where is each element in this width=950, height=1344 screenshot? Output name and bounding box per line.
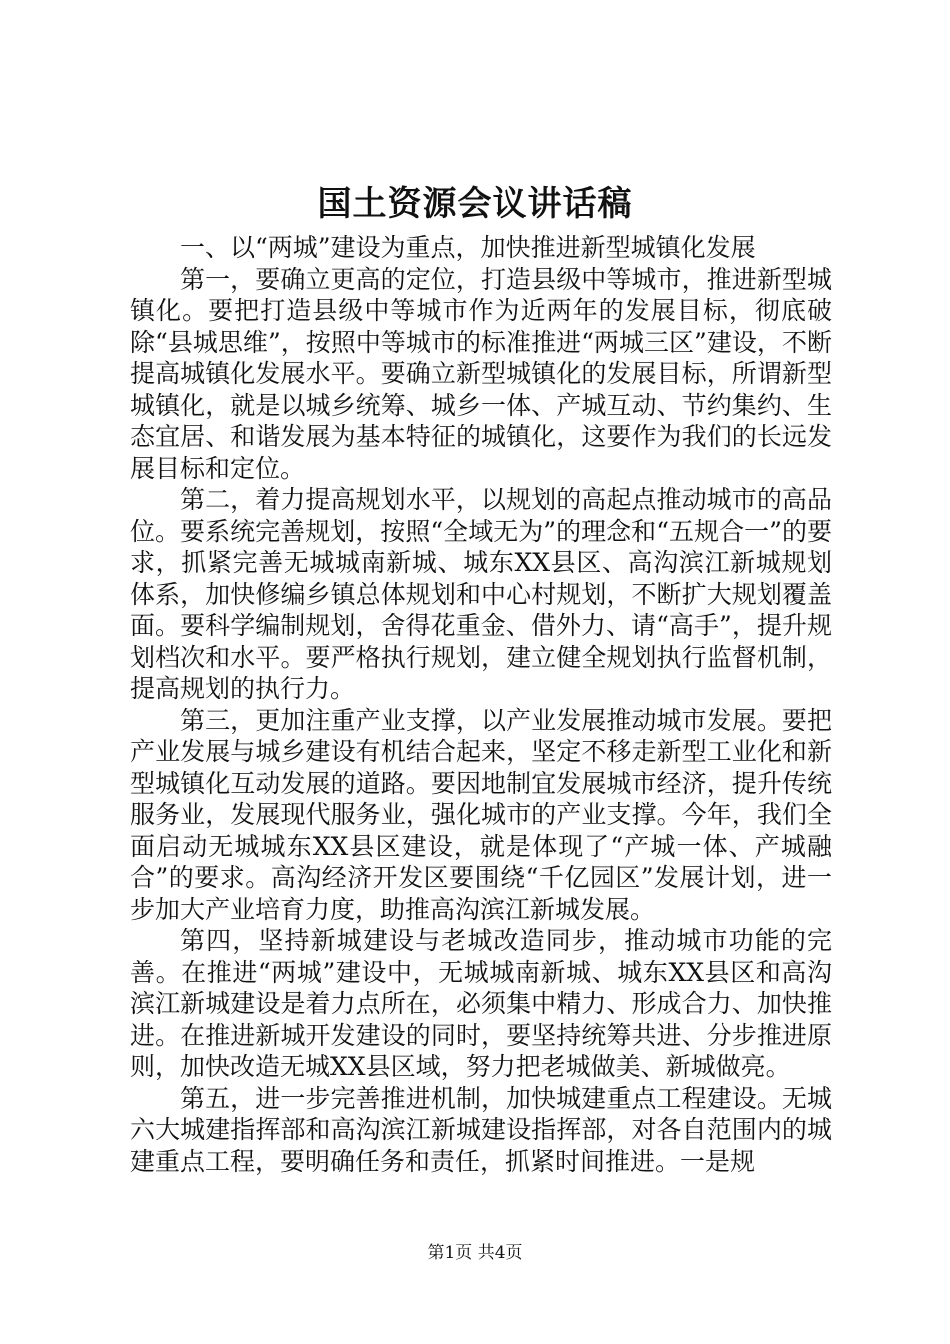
paragraph: 第二，着力提高规划水平，以规划的高起点推动城市的高品位。要系统完善规划，按照“全域无为”的理念和“五规合一”的要求，抓紧完善无城城南新城、城东XX县区、高沟滨江新城规划体系，加快修编乡镇总体规划和中心村规划，不断扩大规划覆盖面。要科学编制规划，舍得花重金、借外力、请“高手”，提升规划档次和水平。要严格执行规划，建立健全规划执行监督机制，提高规划的执行力。 — [130, 485, 832, 703]
paragraph: 第四，坚持新城建设与老城改造同步，推动城市功能的完善。在推进“两城”建设中，无城城南新城、城东XX县区和高沟滨江新城建设是着力点所在，必须集中精力、形成合力、加快推进。在推进新城开发建设的同时，要坚持统筹共进、分步推进原则，加快改造无城XX县区域，努力把老城做美、新城做亮。 — [130, 926, 832, 1081]
paragraph: 第一，要确立更高的定位，打造县级中等城市，推进新型城镇化。要把打造县级中等城市作为近两年的发展目标，彻底破除“县城思维”，按照中等城市的标准推进“两城三区”建设，不断提高城镇化发展水平。要确立新型城镇化的发展目标，所谓新型城镇化，就是以城乡统筹、城乡一体、产城互动、节约集约、生态宜居、和谐发展为基本特征的城镇化，这要作为我们的长远发展目标和定位。 — [130, 264, 832, 483]
page-footer: 第1页 共4页 — [427, 1243, 523, 1263]
document-title: 国土资源会议讲话稿 — [317, 184, 633, 224]
paragraph: 第五，进一步完善推进机制，加快城建重点工程建设。无城六大城建指挥部和高沟滨江新城建设指挥部，对各自范围内的城建重点工程，要明确任务和责任，抓紧时间推进。一是规 — [130, 1083, 832, 1176]
document-body — [130, 232, 832, 1177]
section-heading: 一、以“两城”建设为重点，加快推进新型城镇化发展 — [180, 233, 756, 262]
paragraph: 第三，更加注重产业支撑，以产业发展推动城市发展。要把产业发展与城乡建设有机结合起来，坚定不移走新型工业化和新型城镇化互动发展的道路。要因地制宜发展城市经济，提升传统服务业，发展现代服务业，强化城市的产业支撑。今年，我们全面启动无城城东XX县区建设，就是体现了“产城一体、产城融合”的要求。高沟经济开发区要围绕“千亿园区”发展计划，进一步加大产业培育力度，助推高沟滨江新城发展。 — [130, 705, 832, 924]
